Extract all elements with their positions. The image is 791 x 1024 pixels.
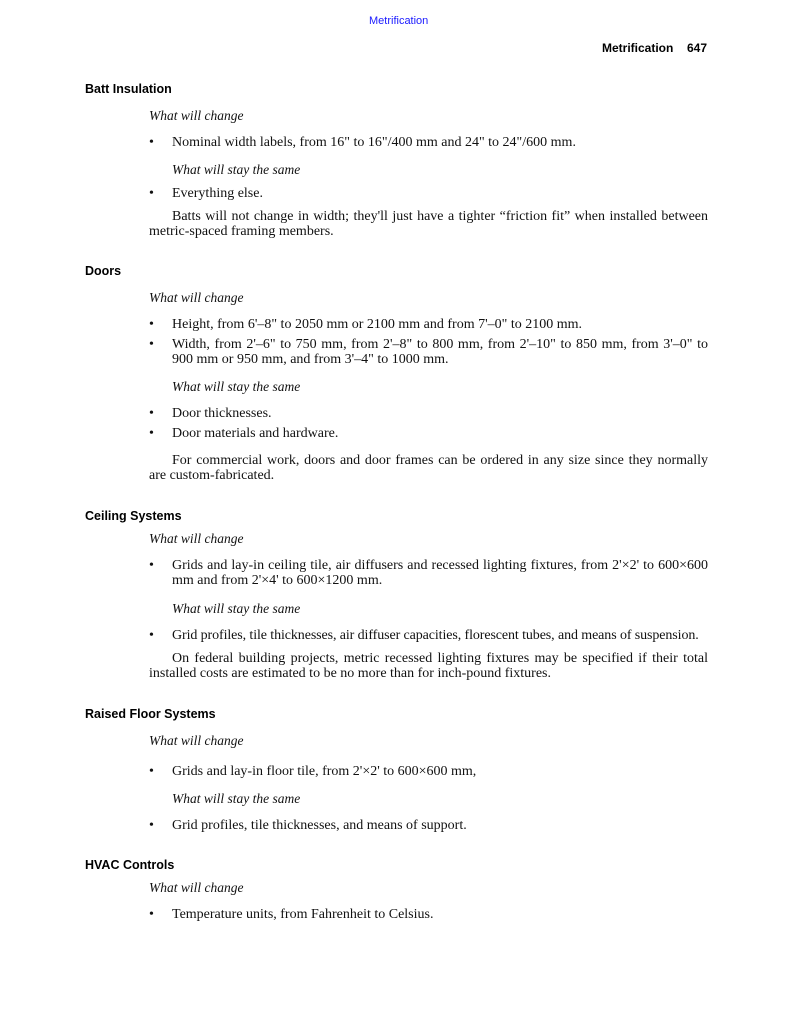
section-heading-raised-floor-systems: Raised Floor Systems: [85, 707, 216, 721]
bullet-glyph: •: [149, 406, 154, 421]
bullet-glyph: •: [149, 186, 154, 201]
bullet-glyph: •: [149, 426, 154, 441]
list-item: Height, from 6'–8" to 2050 mm or 2100 mm and from 7'–0" to 2100 mm.: [172, 317, 582, 332]
what-will-change-label: What will change: [149, 108, 244, 123]
what-will-change-label: What will change: [149, 880, 244, 895]
what-will-change-label: What will change: [149, 290, 244, 305]
section-heading-hvac-controls: HVAC Controls: [85, 858, 175, 872]
what-will-stay-the-same-label: What will stay the same: [172, 601, 301, 616]
list-item: Nominal width labels, from 16" to 16"/400 mm and 24" to 24"/600 mm.: [172, 135, 576, 150]
what-will-stay-the-same-label: What will stay the same: [172, 379, 301, 394]
section-note: Batts will not change in width; they'll just have a tighter “friction fit” when installed between metric-spaced framing members.: [149, 209, 708, 239]
section-note: On federal building projects, metric recessed lighting fixtures may be specified if their total installed costs are estimated to be no more than for inch-pound fixtures.: [149, 651, 708, 681]
bullet-glyph: •: [149, 337, 154, 352]
section-note: For commercial work, doors and door frames can be ordered in any size since they normally are custom-fabricated.: [149, 453, 708, 483]
bullet-glyph: •: [149, 764, 154, 779]
section-heading-doors: Doors: [85, 264, 122, 278]
list-item: Door materials and hardware.: [172, 426, 339, 441]
bullet-glyph: •: [149, 135, 154, 150]
list-item: Grids and lay-in ceiling tile, air diffusers and recessed lighting fixtures, from 2'×2' to 600×600 mm and from 2'×4' to 600×1200 mm.: [172, 558, 708, 588]
running-title: Metrification: [602, 41, 674, 55]
what-will-stay-the-same-label: What will stay the same: [172, 791, 301, 806]
bullet-glyph: •: [149, 818, 154, 833]
what-will-change-label: What will change: [149, 531, 244, 546]
bullet-glyph: •: [149, 907, 154, 922]
what-will-change-label: What will change: [149, 733, 244, 748]
bullet-glyph: •: [149, 317, 154, 332]
list-item: Grid profiles, tile thicknesses, and means of support.: [172, 818, 467, 833]
list-item: Grid profiles, tile thicknesses, air diffuser capacities, florescent tubes, and means of suspension.: [172, 628, 699, 643]
list-item: Grids and lay-in floor tile, from 2'×2' to 600×600 mm,: [172, 764, 477, 779]
section-heading-batt-insulation: Batt Insulation: [85, 82, 172, 96]
list-item: Everything else.: [172, 186, 263, 201]
section-heading-ceiling-systems: Ceiling Systems: [85, 509, 182, 523]
metrification-link[interactable]: Metrification: [369, 15, 429, 27]
list-item: Width, from 2'–6" to 750 mm, from 2'–8" to 800 mm, from 2'–10" to 850 mm, from 3'–0" to 900 mm or 950 mm, and from 3'–4" to 1000 mm.: [172, 337, 708, 367]
list-item: Temperature units, from Fahrenheit to Celsius.: [172, 907, 434, 922]
page-number: 647: [687, 41, 708, 55]
bullet-glyph: •: [149, 628, 154, 643]
list-item: Door thicknesses.: [172, 406, 272, 421]
what-will-stay-the-same-label: What will stay the same: [172, 162, 301, 177]
bullet-glyph: •: [149, 558, 154, 573]
